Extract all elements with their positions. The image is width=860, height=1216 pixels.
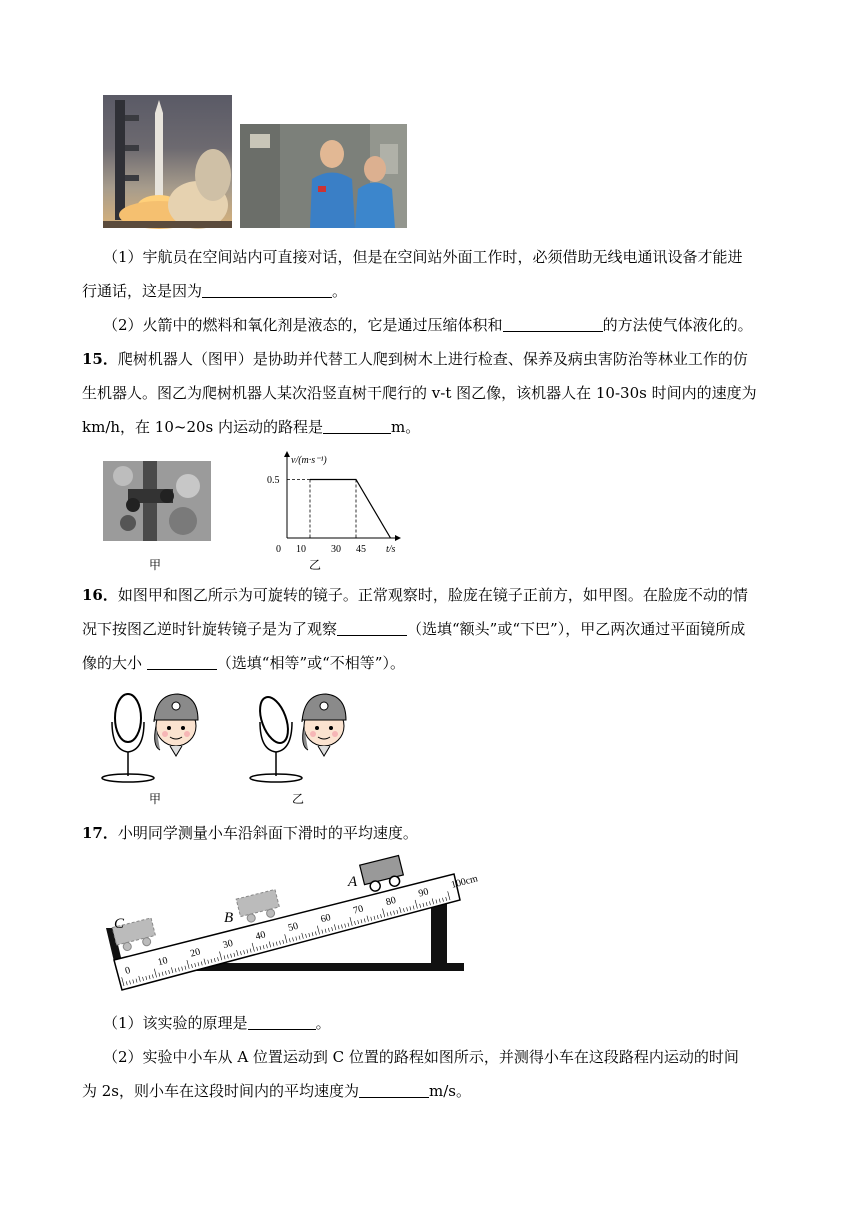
mirror-figure-b [246,686,356,786]
q15-line3 [82,417,420,437]
q17-part2-end: m/s。 [429,1082,471,1100]
ruler-label: 0 [123,964,132,977]
graph-y-label: v/(m·s⁻¹) [291,455,327,466]
q17-part1-end: 。 [315,1014,331,1032]
mirror-b [255,693,294,746]
q17-part2-line2 [82,1081,471,1101]
q15-text-3a: km/h，在 10~20s 内运动的路程是 [82,418,324,436]
incline-ruler-figure [98,852,480,1002]
ruler-label: 50 [286,920,300,934]
tree-climbing-robot-photo [103,461,211,541]
q14-part2-text: 火箭中的燃料和氧化剂是液态的，它是通过压缩体积和 [142,316,503,334]
q17-number: 17． [82,824,118,842]
q15-text-2: 生机器人。图乙为爬树机器人某次沿竖直树干爬行的 v-t 图乙像，该机器人在 10-30s 时间内的速度为 [82,384,757,402]
q16-number: 16． [82,586,118,604]
q16-line3 [82,653,405,673]
graph-x-label: t/s [386,544,396,555]
q16-text-3a: 像的大小 [82,654,147,672]
q14-part1-answer-blank[interactable] [202,281,332,298]
q17-text-1: 小明同学测量小车沿斜面下滑时的平均速度。 [117,824,418,842]
q14-part1-text-b: 行通话，这是因为 [82,282,203,300]
ruler-label: 20 [189,946,202,960]
q16-line2 [82,619,745,639]
q17-part1-number: （1） [103,1014,143,1032]
mirror-figure-a [98,686,208,786]
q17-part1-line [103,1013,331,1033]
q16-answer-blank-2[interactable] [147,653,217,670]
ruler-label: 100cm [449,873,480,891]
ruler-label: 30 [221,937,235,952]
q14-part1-text: 宇航员在空间站内可直接对话，但是在空间站外面工作时，必须借助无线电通讯设备才能进 [142,248,743,266]
q16-text-1: 如图甲和图乙所示为可旋转的镜子。正常观察时，脸庞在镜子正前方，如甲图。在脸庞不动的情 [117,586,748,604]
q16-figure-a-caption: 甲 [149,792,162,806]
astronauts-photo [240,124,407,228]
ruler-label: 10 [156,955,170,969]
vt-series-line [310,480,391,539]
q17-line1 [82,823,418,843]
ruler-label: 70 [352,903,365,917]
q14-part1-end: 。 [332,282,348,300]
ruler-label: 40 [254,929,267,943]
q17-part2-line1 [103,1047,739,1067]
rocket-launch-photo [103,95,232,228]
q14-part1-line1 [103,247,743,267]
q15-number: 15． [82,350,118,368]
q14-part1-number: （1） [103,248,143,266]
q15-text-3b: m。 [391,418,421,436]
q17-part2-text-b: 为 2s，则小车在这段时间内的平均速度为 [82,1082,360,1100]
label-a: A [348,874,358,890]
q16-answer-blank-1[interactable] [337,619,407,636]
label-b: B [224,910,234,926]
q17-part2-number: （2） [103,1048,143,1066]
ruler-label: 60 [319,912,333,926]
child-face-b [302,694,346,756]
q16-text-2b: （选填“额头”或“下巴”），甲乙两次通过平面镜所成 [407,620,746,638]
child-face-a [154,694,198,756]
vt-graph [262,450,410,560]
q15-figure-a-caption: 甲 [149,558,162,572]
q17-part2-answer-blank[interactable] [359,1081,429,1098]
q15-figure-b-caption: 乙 [309,558,322,572]
graph-x-tick-45: 45 [356,544,366,555]
mirror-a [115,694,141,742]
q14-part1-line2 [82,281,347,301]
q14-part2-line1 [103,315,753,335]
q16-text-2a: 况下按图乙逆时针旋转镜子是为了观察 [82,620,338,638]
q17-part1-answer-blank[interactable] [248,1013,316,1030]
q15-text-1: 爬树机器人（图甲）是协助并代替工人爬到树木上进行检查、保养及病虫害防治等林业工作的仿 [117,350,748,368]
graph-x-tick-30: 30 [331,544,341,555]
q15-answer-blank[interactable] [323,417,391,434]
q15-line2 [82,383,757,403]
ruler-label: 80 [384,894,398,909]
label-c: C [114,916,125,932]
q14-part2-number: （2） [103,316,143,334]
q14-part2-end: 的方法使气体液化的。 [602,316,753,334]
q16-text-3b: （选填“相等”或“不相等”）。 [216,654,405,672]
q16-line1 [82,585,748,605]
q15-line1 [82,349,748,369]
q16-figure-b-caption: 乙 [292,792,305,806]
ruler-label: 90 [417,886,430,900]
q17-part1-text: 该实验的原理是 [142,1014,248,1032]
q17-part2-text: 实验中小车从 A 位置运动到 C 位置的路程如图所示，并测得小车在这段路程内运动的时间 [142,1048,739,1066]
q14-part2-answer-blank[interactable] [503,315,603,332]
graph-y-tick-0.5: 0.5 [267,475,280,486]
graph-x-tick-0: 0 [276,544,281,555]
graph-x-tick-10: 10 [296,544,306,555]
